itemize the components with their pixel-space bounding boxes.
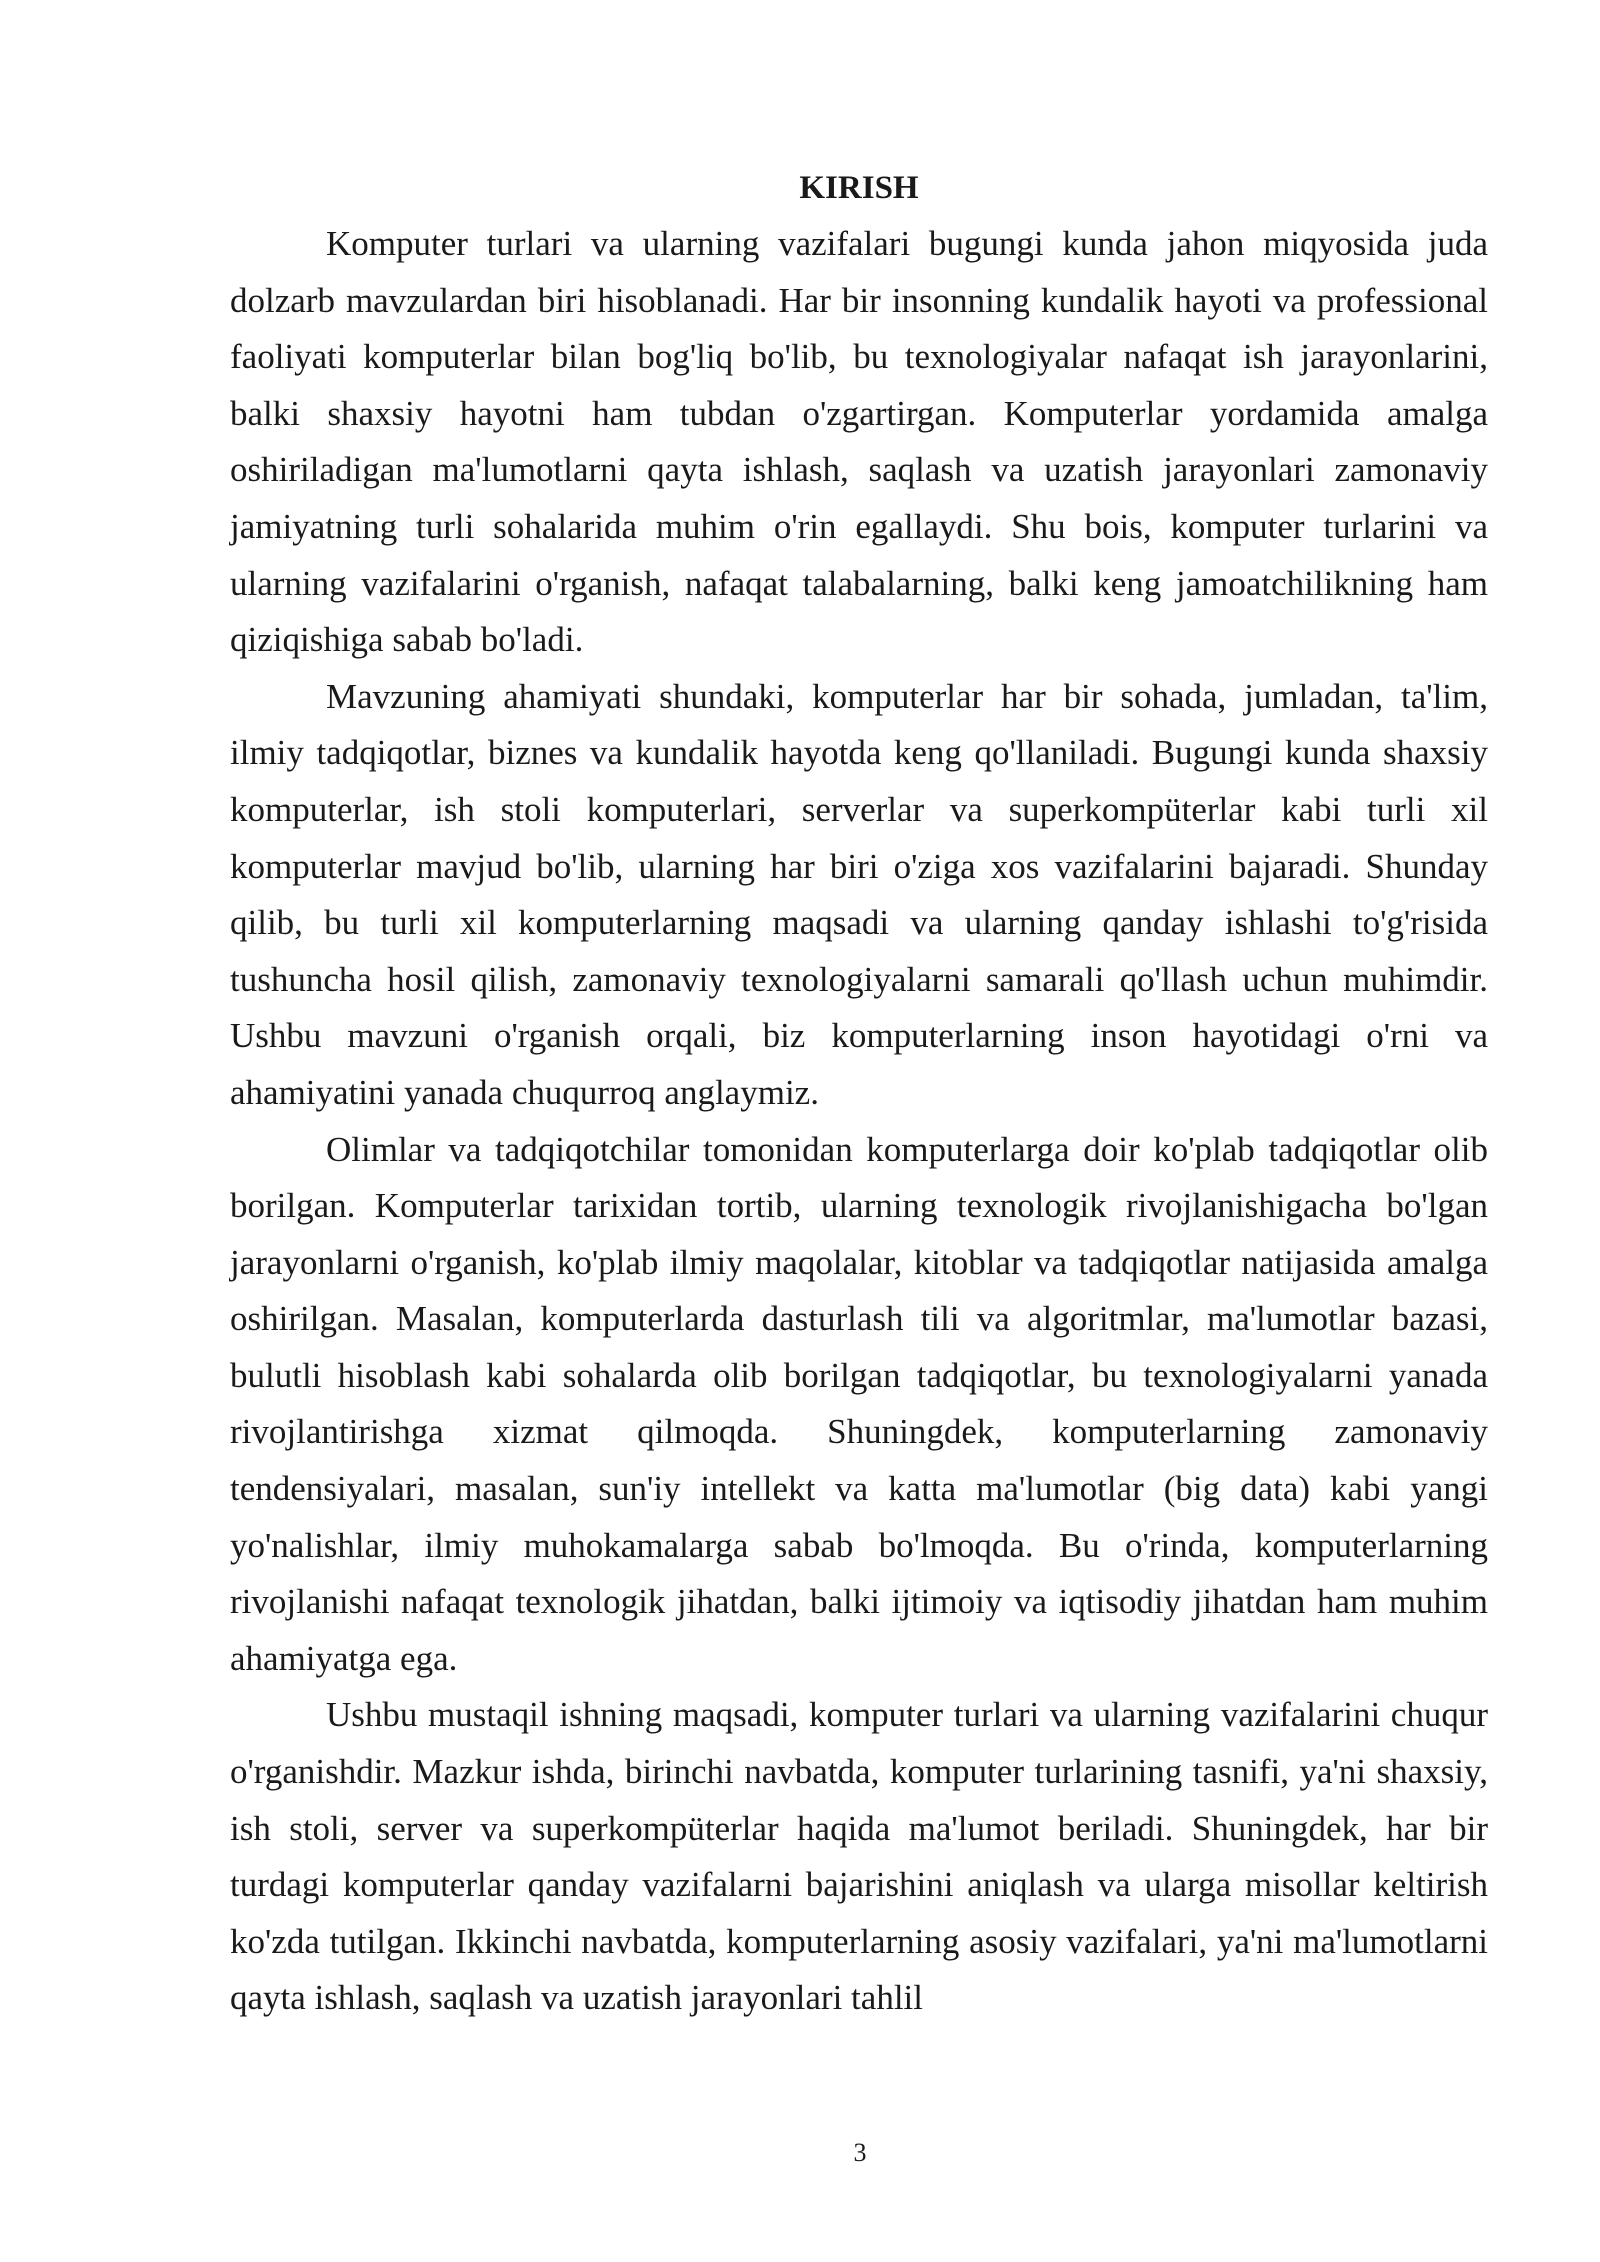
paragraph-2: Mavzuning ahamiyati shundaki, komputerlar har bir sohada, jumladan, ta'lim, ilmiy tadqiqotlar, biznes va kundalik hayotda keng qo'llaniladi. Bugungi kunda shaxsiy komputerlar, ish stoli komputerlari, serverlar va superkompüterlar kabi turli xil komputerlar mavjud bo'lib, ularning har biri o'ziga xos vazifalarini bajaradi. Shunday qilib, bu turli xil komputerlarning maqsadi va ularning qanday ishlashi to'g'risida tushuncha hosil qilish, zamonaviy texnologiyalarni samarali qo'llash uchun muhimdir. Ushbu mavzuni o'rganish orqali, biz komputerlarning inson hayotidagi o'rni va ahamiyatini yanada chuqurroq anglaymiz. bbox=[230, 676, 1488, 1112]
page-content bbox=[230, 160, 1488, 2027]
paragraph-4: Ushbu mustaqil ishning maqsadi, komputer turlari va ularning vazifalarini chuqur o'rganishdir. Mazkur ishda, birinchi navbatda, komputer turlarining tasnifi, ya'ni shaxsiy, ish stoli, server va superkompüterlar haqida ma'lumot beriladi. Shuningdek, har bir turdagi komputerlar qanday vazifalarni bajarishini aniqlash va ularga misollar keltirish ko'zda tutilgan. Ikkinchi navbatda, komputerlarning asosiy vazifalari, ya'ni ma'lumotlarni qayta ishlash, saqlash va uzatish jarayonlari tahlil bbox=[230, 1695, 1488, 2018]
page-number: 3 bbox=[853, 2138, 867, 2167]
paragraph-3: Olimlar va tadqiqotchilar tomonidan komputerlarga doir ko'plab tadqiqotlar olib borilgan. Komputerlar tarixidan tortib, ularning texnologik rivojlanishigacha bo'lgan jarayonlarni o'rganish, ko'plab ilmiy maqolalar, kitoblar va tadqiqotlar natijasida amalga oshirilgan. Masalan, komputerlarda dasturlash tili va algoritmlar, ma'lumotlar bazasi, bulutli hisoblash kabi sohalarda olib borilgan tadqiqotlar, bu texnologiyalarni yanada rivojlantirishga xizmat qilmoqda. Shuningdek, komputerlarning zamonaviy tendensiyalari, masalan, sun'iy intellekt va katta ma'lumotlar (big data) kabi yangi yo'nalishlar, ilmiy muhokamalarga sabab bo'lmoqda. Bu o'rinda, komputerlarning rivojlanishi nafaqat texnologik jihatdan, balki ijtimoiy va iqtisodiy jihatdan ham muhim ahamiyatga ega. bbox=[230, 1129, 1488, 1678]
paragraph-1: Komputer turlari va ularning vazifalari bugungi kunda jahon miqyosida juda dolzarb mavzulardan biri hisoblanadi. Har bir insonning kundalik hayoti va professional faoliyati komputerlar bilan bog'liq bo'lib, bu texnologiyalar nafaqat ish jarayonlarini, balki shaxsiy hayotni ham tubdan o'zgartirgan. Komputerlar yordamida amalga oshiriladigan ma'lumotlarni qayta ishlash, saqlash va uzatish jarayonlari zamonaviy jamiyatning turli sohalarida muhim o'rin egallaydi. Shu bois, komputer turlarini va ularning vazifalarini o'rganish, nafaqat talabalarning, balki keng jamoatchilikning ham qiziqishiga sabab bo'ladi. bbox=[230, 224, 1488, 660]
section-heading: KIRISH bbox=[799, 170, 919, 206]
